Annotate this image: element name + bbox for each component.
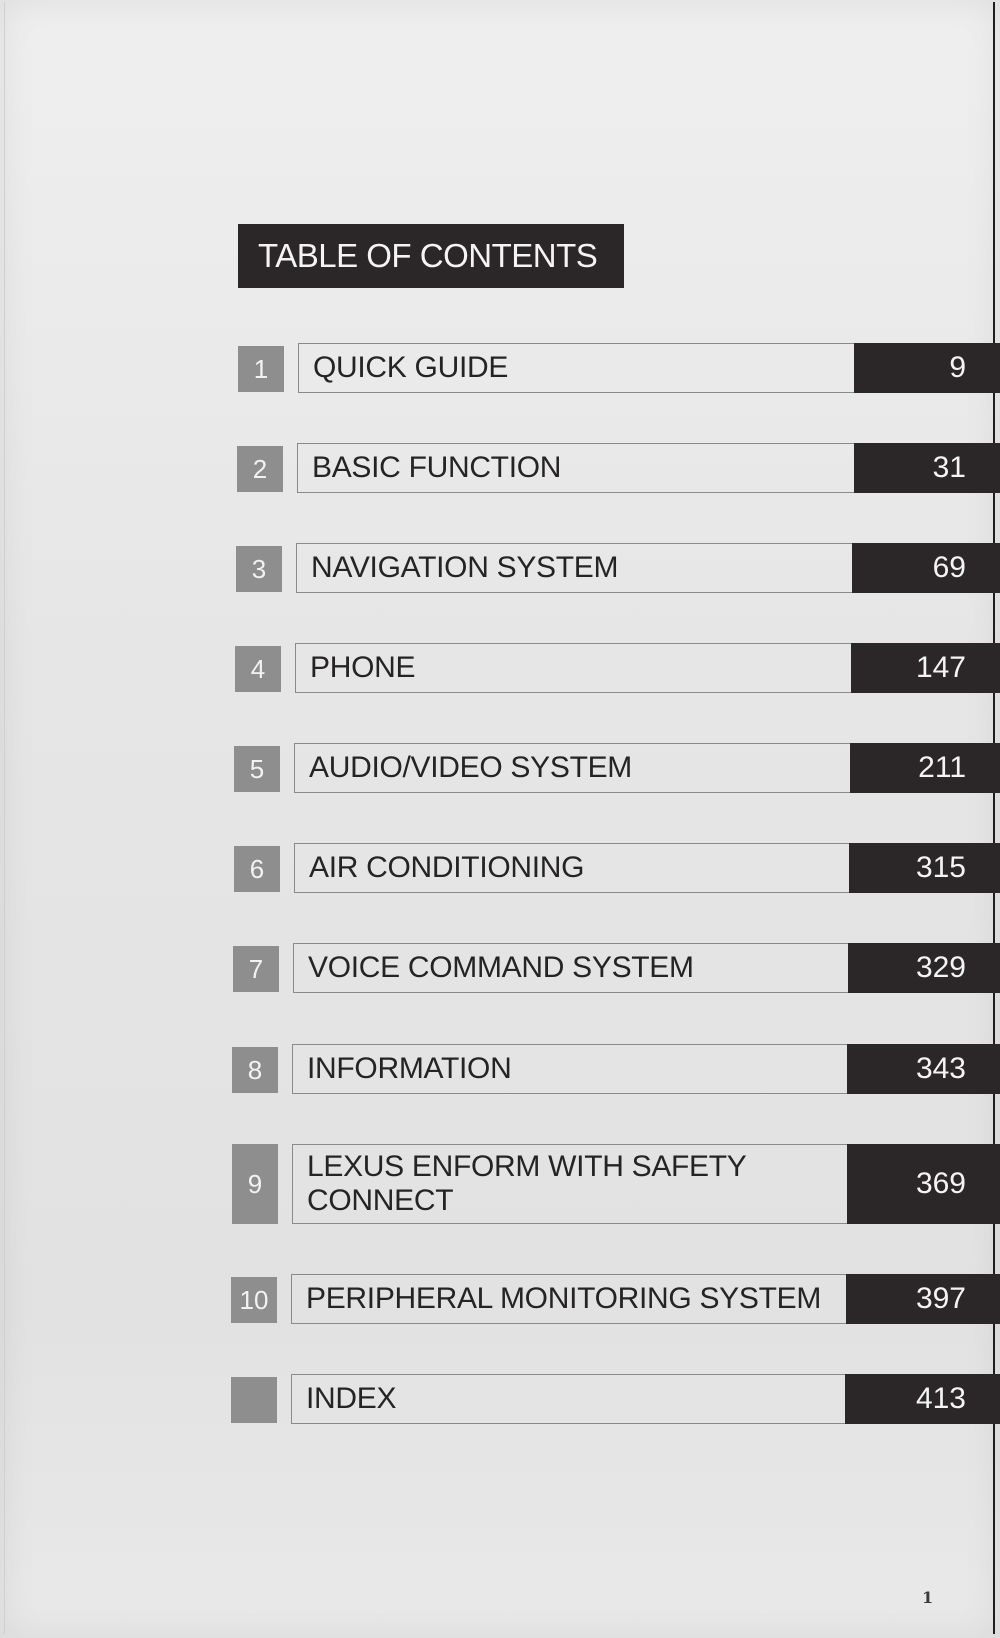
- chapter-number: 9: [232, 1144, 278, 1224]
- chapter-page: 329: [848, 943, 1000, 993]
- chapter-number: 6: [234, 846, 280, 892]
- chapter-number: 4: [235, 646, 281, 692]
- chapter-page: 369: [847, 1144, 1000, 1224]
- chapter-title: QUICK GUIDE: [298, 343, 854, 393]
- chapter-page: 69: [852, 543, 1000, 593]
- chapter-number: 10: [231, 1277, 277, 1323]
- chapter-title: AIR CONDITIONING: [294, 843, 849, 893]
- toc-row-basic-function[interactable]: [0, 443, 1000, 495]
- chapter-title: LEXUS ENFORM WITH SAFETY CONNECT: [292, 1144, 847, 1224]
- chapter-page: 147: [851, 643, 1000, 693]
- chapter-page: 315: [849, 843, 1000, 893]
- toc-row-information[interactable]: [0, 1044, 1000, 1096]
- chapter-title: VOICE COMMAND SYSTEM: [293, 943, 848, 993]
- toc-row-audio-video-system[interactable]: [0, 743, 1000, 795]
- chapter-title: BASIC FUNCTION: [297, 443, 854, 493]
- toc-row-voice-command-system[interactable]: [0, 943, 1000, 995]
- toc-row-air-conditioning[interactable]: [0, 843, 1000, 895]
- chapter-title: INDEX: [291, 1374, 845, 1424]
- toc-row-peripheral-monitoring[interactable]: [0, 1274, 1000, 1326]
- chapter-title: NAVIGATION SYSTEM: [296, 543, 852, 593]
- toc-row-index[interactable]: [0, 1374, 1000, 1426]
- toc-row-quick-guide[interactable]: [0, 343, 1000, 395]
- toc-heading: TABLE OF CONTENTS: [238, 224, 624, 288]
- chapter-number: 2: [237, 446, 283, 492]
- chapter-page: 31: [854, 443, 1000, 493]
- chapter-page: 343: [847, 1044, 1000, 1094]
- chapter-number: 1: [238, 346, 284, 392]
- chapter-number: [231, 1377, 277, 1423]
- chapter-title: INFORMATION: [292, 1044, 847, 1094]
- chapter-number: 3: [236, 546, 282, 592]
- page-number: 1: [922, 1588, 934, 1607]
- chapter-title: PERIPHERAL MONITORING SYSTEM: [291, 1274, 846, 1324]
- toc-row-phone[interactable]: [0, 643, 1000, 695]
- chapter-number: 5: [234, 746, 280, 792]
- chapter-title: PHONE: [295, 643, 851, 693]
- toc-row-navigation-system[interactable]: [0, 543, 1000, 595]
- chapter-page: 413: [845, 1374, 1000, 1424]
- toc-row-lexus-enform[interactable]: [0, 1144, 1000, 1224]
- chapter-number: 8: [232, 1047, 278, 1093]
- chapter-title: AUDIO/VIDEO SYSTEM: [294, 743, 850, 793]
- chapter-page: 9: [854, 343, 1000, 393]
- chapter-number: 7: [233, 946, 279, 992]
- chapter-page: 211: [850, 743, 1000, 793]
- chapter-page: 397: [846, 1274, 1000, 1324]
